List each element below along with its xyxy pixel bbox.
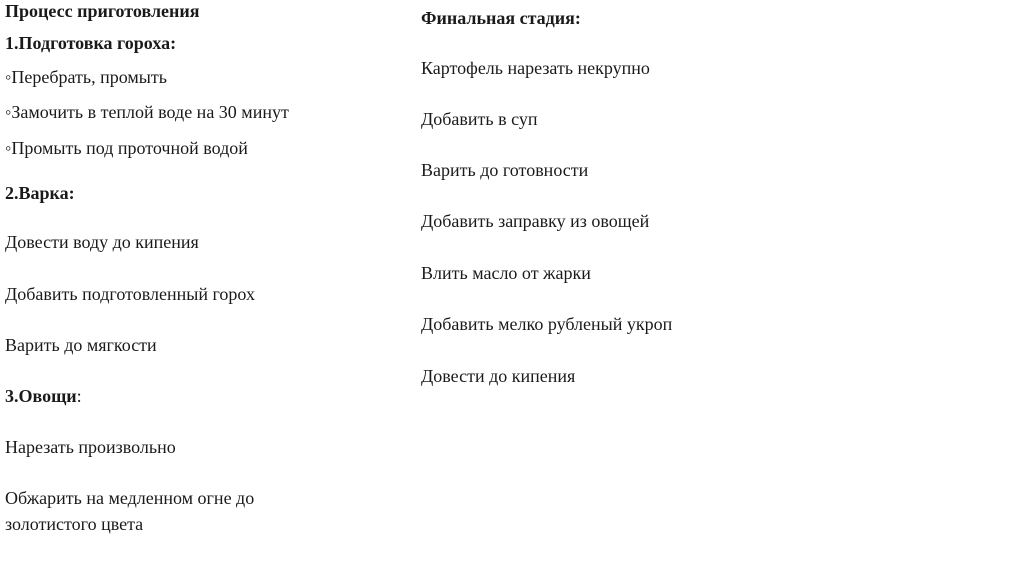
list-item: Варить до готовности xyxy=(421,160,589,180)
section-heading-cooking: 2.Варка: xyxy=(5,183,75,203)
list-item: Добавить заправку из овощей xyxy=(421,211,650,231)
list-item: Довести до кипения xyxy=(421,366,576,386)
list-item: Нарезать произвольно xyxy=(5,437,176,457)
list-item: Обжарить на медленном огне до золотистого цвета xyxy=(5,488,255,534)
list-item: Добавить мелко рубленый укроп xyxy=(421,314,673,334)
section-heading-vegetables xyxy=(5,385,82,407)
section-heading-peas-preparation: 1.Подготовка гороха: xyxy=(5,33,177,53)
final-stage-heading: Финальная стадия: xyxy=(421,8,581,28)
list-item: Довести воду до кипения xyxy=(5,232,199,252)
list-item: Влить масло от жарки xyxy=(421,263,591,283)
list-item: ◦Перебрать, промыть xyxy=(5,67,167,87)
list-item: Картофель нарезать некрупно xyxy=(421,58,650,78)
list-item: ◦Замочить в теплой воде на 30 минут xyxy=(5,102,289,122)
section-heading-colon: : xyxy=(76,386,82,406)
list-item: Варить до мягкости xyxy=(5,335,157,355)
list-item: Добавить в суп xyxy=(421,109,538,129)
list-item: ◦Промыть под проточной водой xyxy=(5,138,248,158)
list-item: Добавить подготовленный горох xyxy=(5,284,255,304)
section-heading-vegetables-text: 3.Овощи xyxy=(5,386,77,406)
page-title: Процесс приготовления xyxy=(5,1,200,21)
